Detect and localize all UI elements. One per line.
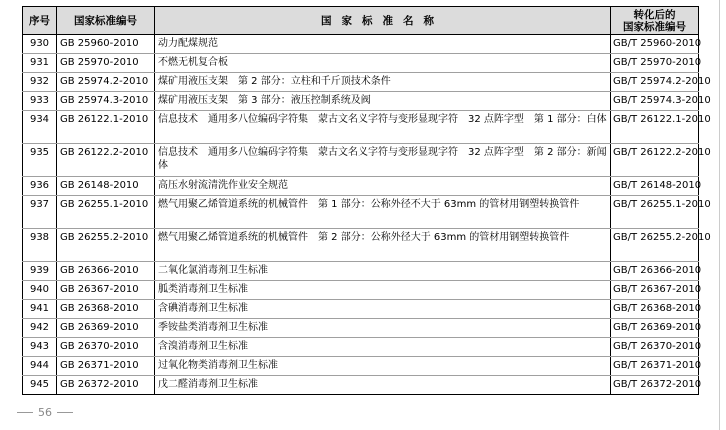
cell-standard-name: 过氧化物类消毒剂卫生标准 xyxy=(155,357,611,376)
table-row xyxy=(23,73,699,92)
cell-standard-number: GB 25970-2010 xyxy=(57,54,155,73)
cell-converted-number: GB/T 25974.2-2010 xyxy=(611,73,699,92)
cell-standard-name: 信息技术 通用多八位编码字符集 蒙古文名义字符与变形显现字符 32 点阵字型 第 1 部分：白体 xyxy=(155,111,611,144)
cell-seq: 941 xyxy=(23,300,57,319)
table-row xyxy=(23,319,699,338)
cell-converted-number: GB/T 26122.1-2010 xyxy=(611,111,699,144)
table-row xyxy=(23,111,699,144)
cell-standard-name: 戊二醛消毒剂卫生标准 xyxy=(155,376,611,395)
table-row xyxy=(23,177,699,196)
table-row xyxy=(23,338,699,357)
standards-table xyxy=(22,6,711,395)
table-row xyxy=(23,300,699,319)
header-converted-line2: 国家标准编号 xyxy=(623,20,686,33)
cell-converted-number: GB/T 26371-2010 xyxy=(611,357,699,376)
page-edge xyxy=(719,0,720,430)
table-row xyxy=(23,281,699,300)
cell-converted-number: GB/T 26122.2-2010 xyxy=(611,144,699,177)
cell-standard-number: GB 25974.2-2010 xyxy=(57,73,155,92)
cell-converted-number: GB/T 26366-2010 xyxy=(611,262,699,281)
table-row xyxy=(23,92,699,111)
cell-converted-number: GB/T 26255.2-2010 xyxy=(611,229,699,262)
cell-seq: 942 xyxy=(23,319,57,338)
cell-seq: 931 xyxy=(23,54,57,73)
cell-converted-number: GB/T 25970-2010 xyxy=(611,54,699,73)
header-converted-line1: 转化后的 xyxy=(633,8,676,21)
cell-standard-name: 不燃无机复合板 xyxy=(155,54,611,73)
header-standard-number: 国家标准编号 xyxy=(57,7,155,35)
cell-standard-number: GB 26255.2-2010 xyxy=(57,229,155,262)
table-row xyxy=(23,54,699,73)
table-header-row xyxy=(23,7,699,35)
cell-seq: 933 xyxy=(23,92,57,111)
cell-seq: 945 xyxy=(23,376,57,395)
cell-standard-number: GB 26122.2-2010 xyxy=(57,144,155,177)
table-row xyxy=(23,144,699,177)
cell-standard-number: GB 26255.1-2010 xyxy=(57,196,155,229)
footer-dash-right xyxy=(57,412,73,413)
table-row xyxy=(23,357,699,376)
cell-seq: 934 xyxy=(23,111,57,144)
cell-standard-name: 燃气用聚乙烯管道系统的机械管件 第 2 部分：公称外径大于 63mm 的管材用钢塑转换管件 xyxy=(155,229,611,262)
cell-standard-number: GB 26368-2010 xyxy=(57,300,155,319)
cell-converted-number: GB/T 26148-2010 xyxy=(611,177,699,196)
cell-converted-number: GB/T 26369-2010 xyxy=(611,319,699,338)
cell-converted-number: GB/T 25974.3-2010 xyxy=(611,92,699,111)
cell-seq: 944 xyxy=(23,357,57,376)
cell-seq: 936 xyxy=(23,177,57,196)
cell-standard-name: 季铵盐类消毒剂卫生标准 xyxy=(155,319,611,338)
table-row xyxy=(23,262,699,281)
cell-converted-number: GB/T 26370-2010 xyxy=(611,338,699,357)
cell-converted-number: GB/T 26372-2010 xyxy=(611,376,699,395)
header-seq: 序号 xyxy=(23,7,57,35)
cell-standard-name: 含溴消毒剂卫生标准 xyxy=(155,338,611,357)
cell-seq: 930 xyxy=(23,35,57,54)
page-number: 56 xyxy=(38,406,52,419)
cell-standard-name: 信息技术 通用多八位编码字符集 蒙古文名义字符与变形显现字符 32 点阵字型 第 2 部分：新闻体 xyxy=(155,144,611,177)
cell-standard-name: 煤矿用液压支架 第 3 部分：液压控制系统及阀 xyxy=(155,92,611,111)
table-row xyxy=(23,35,699,54)
cell-seq: 943 xyxy=(23,338,57,357)
cell-standard-name: 燃气用聚乙烯管道系统的机械管件 第 1 部分：公称外径不大于 63mm 的管材用钢塑转换管件 xyxy=(155,196,611,229)
cell-seq: 935 xyxy=(23,144,57,177)
cell-standard-name: 胍类消毒剂卫生标准 xyxy=(155,281,611,300)
cell-standard-number: GB 26370-2010 xyxy=(57,338,155,357)
cell-standard-number: GB 25974.3-2010 xyxy=(57,92,155,111)
cell-standard-name: 动力配煤规范 xyxy=(155,35,611,54)
cell-standard-name: 含碘消毒剂卫生标准 xyxy=(155,300,611,319)
header-converted-number xyxy=(611,7,699,35)
cell-seq: 940 xyxy=(23,281,57,300)
cell-standard-number: GB 25960-2010 xyxy=(57,35,155,54)
cell-seq: 932 xyxy=(23,73,57,92)
table-row xyxy=(23,196,699,229)
table-body xyxy=(23,35,711,395)
cell-standard-number: GB 26372-2010 xyxy=(57,376,155,395)
header-standard-name: 国家标准名称 xyxy=(155,7,611,35)
cell-standard-name: 高压水射流清洗作业安全规范 xyxy=(155,177,611,196)
cell-converted-number: GB/T 26367-2010 xyxy=(611,281,699,300)
cell-seq: 939 xyxy=(23,262,57,281)
cell-standard-number: GB 26369-2010 xyxy=(57,319,155,338)
cell-standard-number: GB 26122.1-2010 xyxy=(57,111,155,144)
cell-standard-number: GB 26366-2010 xyxy=(57,262,155,281)
cell-standard-name: 二氧化氯消毒剂卫生标准 xyxy=(155,262,611,281)
cell-converted-number: GB/T 26368-2010 xyxy=(611,300,699,319)
cell-standard-number: GB 26371-2010 xyxy=(57,357,155,376)
footer-dash-left xyxy=(17,412,33,413)
cell-converted-number: GB/T 26255.1-2010 xyxy=(611,196,699,229)
table-row xyxy=(23,229,699,262)
cell-standard-number: GB 26148-2010 xyxy=(57,177,155,196)
cell-converted-number: GB/T 25960-2010 xyxy=(611,35,699,54)
cell-seq: 937 xyxy=(23,196,57,229)
table-row xyxy=(23,376,699,395)
cell-standard-name: 煤矿用液压支架 第 2 部分：立柱和千斤顶技术条件 xyxy=(155,73,611,92)
page-footer xyxy=(12,406,78,419)
cell-standard-number: GB 26367-2010 xyxy=(57,281,155,300)
cell-seq: 938 xyxy=(23,229,57,262)
standards-table-wrap xyxy=(22,6,711,395)
